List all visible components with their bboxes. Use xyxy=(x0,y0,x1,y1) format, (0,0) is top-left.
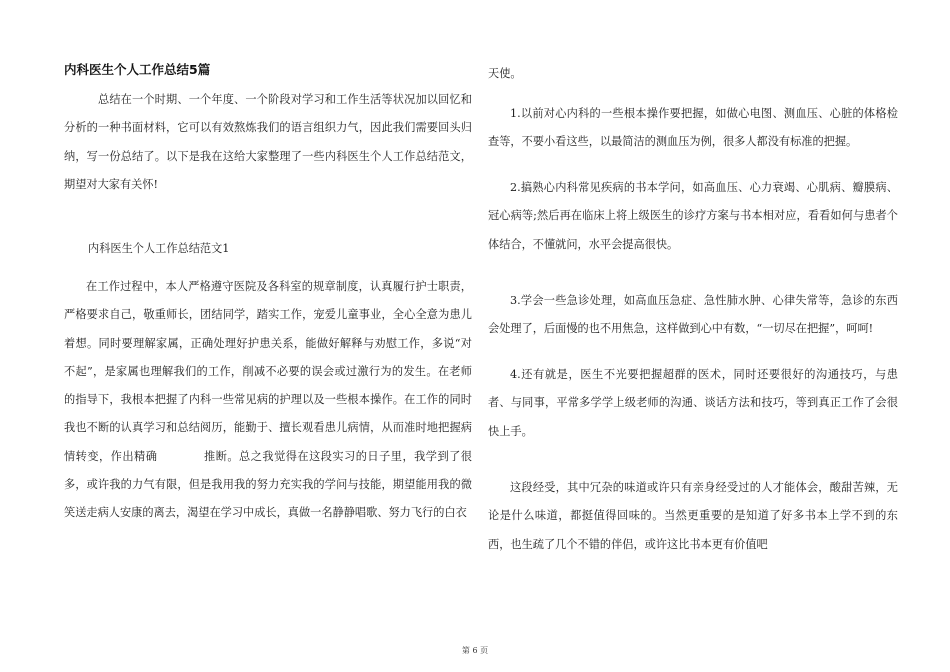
continuation-text: 天使。 xyxy=(488,67,522,80)
list-item-3: 3.学会一些急诊处理，如高血压急症、急性肺水肿、心律失常等，急诊的东西会处理了，后面慢的也不用焦急，这样做到心中有数，“一切尽在把握”，呵呵! xyxy=(488,294,898,336)
list-item-2: 2.搞熟心内科常见疾病的书本学问，如高血压、心力衰竭、心肌病、瓣膜病、冠心病等;然后再在临床上将上级医生的诊疗方案与书本相对应，看看如何与患者个体结合，不懂就问，水平会提高很快。 xyxy=(488,181,898,251)
intro-paragraph: 总结在一个时期、一个年度、一个阶段对学习和工作生活等状况加以回忆和分析的一种书面材料，它可以有效熬炼我们的语言组织力气，因此我们需要回头归纳，写一份总结了。以下是我在这给大家整理了一些内科医生个人工作总结范文，期望对大家有关怀! xyxy=(64,93,472,191)
list-item-1: 1.以前对心内科的一些根本操作要把握，如做心电图、测血压、心脏的体格检查等，不要小看这些，以最简洁的测血压为例，很多人都没有标准的把握。 xyxy=(488,107,898,149)
page-number: 第 6 页 xyxy=(461,646,489,655)
section-heading: 内科医生个人工作总结范文1 xyxy=(88,242,230,255)
body-paragraph: 在工作过程中，本人严格遵守医院及各科室的规章制度，认真履行护士职责，严格要求自己，敬重师长，团结同学，踏实工作，宠爱儿童事业，全心全意为患儿着想。同时要理解家属，正确处理好护患关系，能做好解释与劝慰工作，多说“对不起”，是家属也理解我们的工作，削减不必要的误会或过激行为的发生。在老师的指导下，我根本把握了内科一些常见病的护理以及一些根本操作。在工作的同时我也不断的认真学习和总结阅历，能勤于、擅长观看患儿病情，从而准时地把握病情转变，作出精确 推断。总之我觉得在这段实习的日子里，我学到了很多，或许我的力气有限，但是我用我的努力充实我的学问与技能，期望能用我的微笑送走病人安康的离去，渴望在学习中成长，真做一名静静唱歌、努力飞行的白衣 xyxy=(64,280,472,520)
list-item-4: 4.还有就是，医生不光要把握超群的医术，同时还要很好的沟通技巧，与患者、与同事，平常多学学上级老师的沟通、谈话方法和技巧，等到真正工作了会很快上手。 xyxy=(488,368,898,438)
document-title: 内科医生个人工作总结5篇 xyxy=(64,62,211,77)
closing-paragraph: 这段经受，其中冗杂的味道或许只有亲身经受过的人才能体会，酸甜苦辣，无论是什么味道，都挺值得回味的。当然更重要的是知道了好多书本上学不到的东西，也生疏了几个不错的伴侣，或许这比书本更有价值吧 xyxy=(488,481,898,551)
